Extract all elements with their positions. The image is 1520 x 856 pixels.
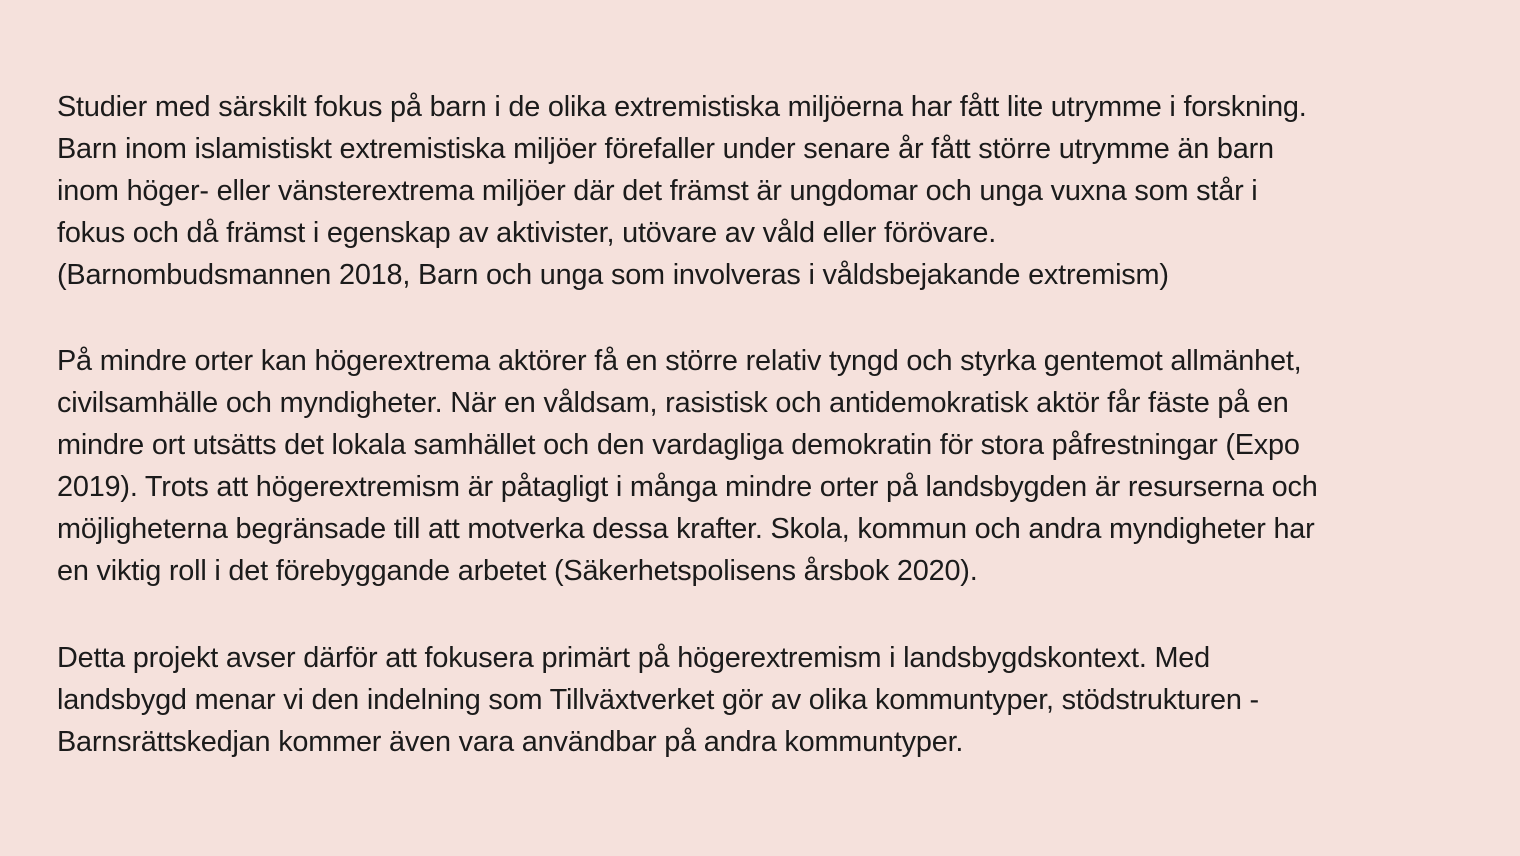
paragraph-small-towns <box>57 340 1497 592</box>
citation-line: (Barnombudsmannen 2018, Barn och unga som involveras i våldsbejakande extremism) <box>57 259 1169 291</box>
paragraph-line: På mindre orter kan högerextrema aktörer få en större relativ tyngd och styrka gentemot allmänhet, <box>57 345 1302 377</box>
paragraph-research-gap <box>57 86 1497 296</box>
paragraph-line: Barnsrättskedjan kommer även vara användbar på andra kommuntyper. <box>57 726 964 758</box>
paragraph-line: möjligheterna begränsade till att motverka dessa krafter. Skola, kommun och andra myndigheter har <box>57 513 1315 545</box>
paragraph-line: en viktig roll i det förebyggande arbetet (Säkerhetspolisens årsbok 2020). <box>57 555 978 587</box>
paragraph-line: fokus och då främst i egenskap av aktivister, utövare av våld eller förövare. <box>57 217 997 249</box>
paragraph-line: civilsamhälle och myndigheter. När en våldsam, rasistisk och antidemokratisk aktör får fäste på en <box>57 387 1289 419</box>
paragraph-line: inom höger- eller vänsterextrema miljöer där det främst är ungdomar och unga vuxna som står i <box>57 175 1258 207</box>
paragraph-project-focus <box>57 637 1497 763</box>
paragraph-line: mindre ort utsätts det lokala samhället och den vardagliga demokratin för stora påfrestningar (Expo <box>57 429 1300 461</box>
paragraph-line: Detta projekt avser därför att fokusera primärt på högerextremism i landsbygdskontext. Med <box>57 642 1211 674</box>
paragraph-line: 2019). Trots att högerextremism är påtagligt i många mindre orter på landsbygden är resurserna och <box>57 471 1318 503</box>
paragraph-line: landsbygd menar vi den indelning som Tillväxtverket gör av olika kommuntyper, stödstrukturen - <box>57 684 1259 716</box>
paragraph-line: Barn inom islamistiskt extremistiska miljöer förefaller under senare år fått större utrymme än barn <box>57 133 1274 165</box>
paragraph-line: Studier med särskilt fokus på barn i de olika extremistiska miljöerna har fått lite utrymme i forskning. <box>57 91 1307 123</box>
